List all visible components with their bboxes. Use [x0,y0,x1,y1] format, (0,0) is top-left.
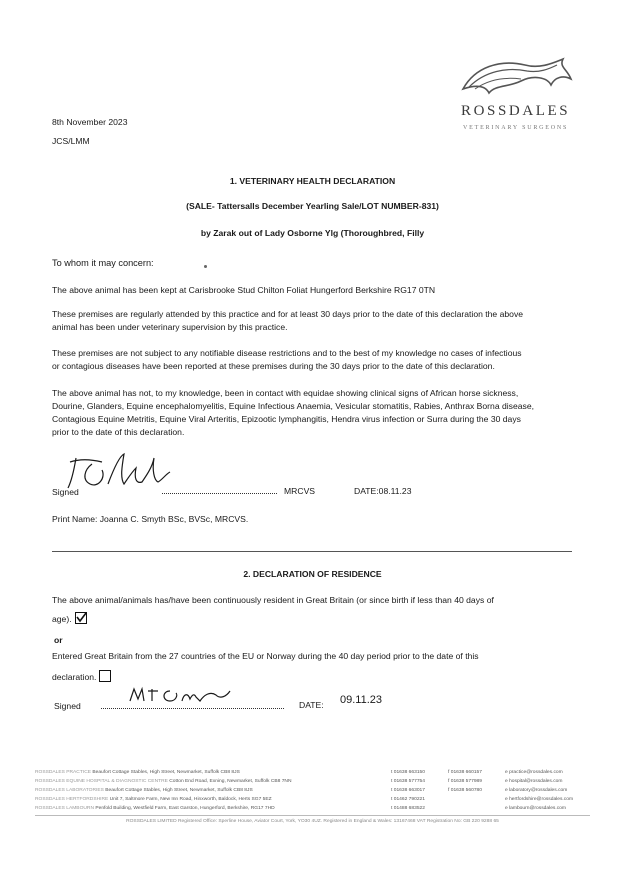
footer-row-email[interactable]: e practice@rossdales.com [505,770,563,775]
contact-paragraph-line2: Dourine, Glanders, Equine encephalomyelitis, Equine Infectious Anaemia, Vesicular stomatitis, Rabies, Anthrax Borna disease, [52,401,534,411]
contact-paragraph-line3: Contagious Equine Metritis, Equine Viral Arteritis, Epizootic lymphangitis, Hendra virus infection or Surra during the 30 days [52,414,521,424]
section-divider [52,551,572,552]
owner-signature-line [101,708,284,709]
horse-logo-icon [455,55,575,101]
rossdales-logo [455,55,580,131]
footer-row-tel: t 01638 663150 [391,770,425,775]
footer-row [35,805,590,814]
sale-line: (SALE- Tattersalls December Yearling Sale/LOT NUMBER-831) [186,201,439,211]
footer-row-label: ROSSDALES PRACTICE [35,770,91,775]
footer-row-tel: t 01638 663017 [391,788,425,793]
vet-signature-date: DATE:08.11.23 [354,486,412,496]
resident-option-line1: The above animal/animals has/have been continuously resident in Great Britain (or since birth if less than 40 days of [52,595,494,605]
premises-paragraph: The above animal has been kept at Carisbrooke Stud Chilton Foliat Hungerford Berkshire RG17 0TN [52,285,436,295]
footer-row-tel: t 01488 683522 [391,806,425,811]
footer-row-label: ROSSDALES LABORATORIES [35,788,104,793]
contact-paragraph-line1: The above animal has not, to my knowledge, been in contact with equidae showing clinical signs of African horse sickness, [52,388,519,398]
footer-row-label: ROSSDALES HERTFORDSHIRE [35,797,109,802]
footer-row-address: Cotton End Road, Exning, Newmarket, Suffolk CB8 7NN [169,779,292,784]
footer-row-tel: t 01638 577754 [391,779,425,784]
footer-row [35,778,590,787]
footer-row-email[interactable]: e hospital@rossdales.com [505,779,563,784]
eu-checkbox[interactable] [99,670,111,682]
footer-row-address: Beaufort Cottage Stables, High Street, Newmarket, Suffolk CB8 8JS [105,788,253,793]
eu-option-line2 [52,670,111,684]
resident-checkbox[interactable] [75,612,87,624]
owner-signed-label: Signed [54,701,81,711]
salutation: To whom it may concern: [52,258,154,268]
pen-mark [204,265,207,268]
contact-paragraph-line4: prior to the date of this declaration. [52,427,185,437]
footer-row [35,787,590,796]
footer-row-email[interactable]: e hertfordshire@rossdales.com [505,797,574,802]
print-name: Print Name: Joanna C. Smyth BSc, BVSc, MRCVS. [52,514,249,524]
section2-title: 2. DECLARATION OF RESIDENCE [243,569,382,579]
footer-row [35,796,590,805]
resident-option-age: age). [52,614,72,624]
disease-paragraph-line1: These premises are not subject to any notifiable disease restrictions and to the best of my knowledge no cases of infectious [52,348,522,358]
footer-row-email[interactable]: e laboratory@rossdales.com [505,788,568,793]
animal-line: by Zarak out of Lady Osborne Ylg (Thoroughbred, Filly [200,228,425,238]
footer-registered: ROSSDALES LIMITED Registered Office: Sperline House, Aviator Court, York, YO30 4UZ. Registered in England & Wales: 13167468 VAT Registration No: GB 220 9288 65 [126,819,499,824]
mrcvs-label: MRCVS [284,486,316,496]
supervision-paragraph-line1: These premises are regularly attended by this practice and for at least 30 days prior to the date of this declaration the above [52,309,524,319]
footer-row-fax: f 01638 577989 [448,779,482,784]
vet-signature [62,448,182,494]
owner-date-label: DATE: [299,700,324,710]
owner-date-value: 09.11.23 [340,694,383,706]
footer-row-address: Unit 7, Saltmore Farm, New Inn Road, Hinxworth, Baldock, Herts SG7 5EZ [109,797,272,802]
or-separator: or [54,635,63,645]
disease-paragraph-line2: or contagious diseases have been reported at these premises during the 30 days prior to the date of this declaration. [52,361,495,371]
logo-tagline: VETERINARY SURGEONS [463,125,569,131]
vet-signed-label: Signed [52,487,79,497]
section1-title: 1. VETERINARY HEALTH DECLARATION [229,176,396,186]
vet-signature-line [162,493,277,494]
footer [35,769,590,827]
resident-option-line2 [52,612,87,626]
owner-signature [126,683,236,707]
supervision-paragraph-line2: animal has been under veterinary supervision by this practice. [52,322,288,332]
letter-date: 8th November 2023 [52,117,128,127]
footer-row-fax: f 01638 560780 [448,788,482,793]
eu-option-declaration: declaration. [52,672,97,682]
footer-row-fax: f 01638 660157 [448,770,482,775]
footer-row-label: ROSSDALES LAMBOURN [35,806,94,811]
checkmark-icon [76,613,86,623]
footer-row [35,769,590,778]
eu-option-line1: Entered Great Britain from the 27 countries of the EU or Norway during the 40 day period prior to the date of this [52,651,479,661]
footer-row-address: Penfold Building, Westfield Farm, East Garston, Hungerford, Berkshire, RG17 7HD [95,806,275,811]
footer-row-tel: t 01462 790221 [391,797,425,802]
footer-divider [35,815,590,817]
letter-reference: JCS/LMM [52,136,90,146]
footer-row-label: ROSSDALES EQUINE HOSPITAL & DIAGNOSTIC CENTRE [35,779,168,784]
footer-row-address: Beaufort Cottage Stables, High Street, Newmarket, Suffolk CB8 8JS [92,770,240,775]
footer-row-email[interactable]: e lambourn@rossdales.com [505,806,566,811]
logo-wordmark: ROSSDALES [461,103,571,119]
